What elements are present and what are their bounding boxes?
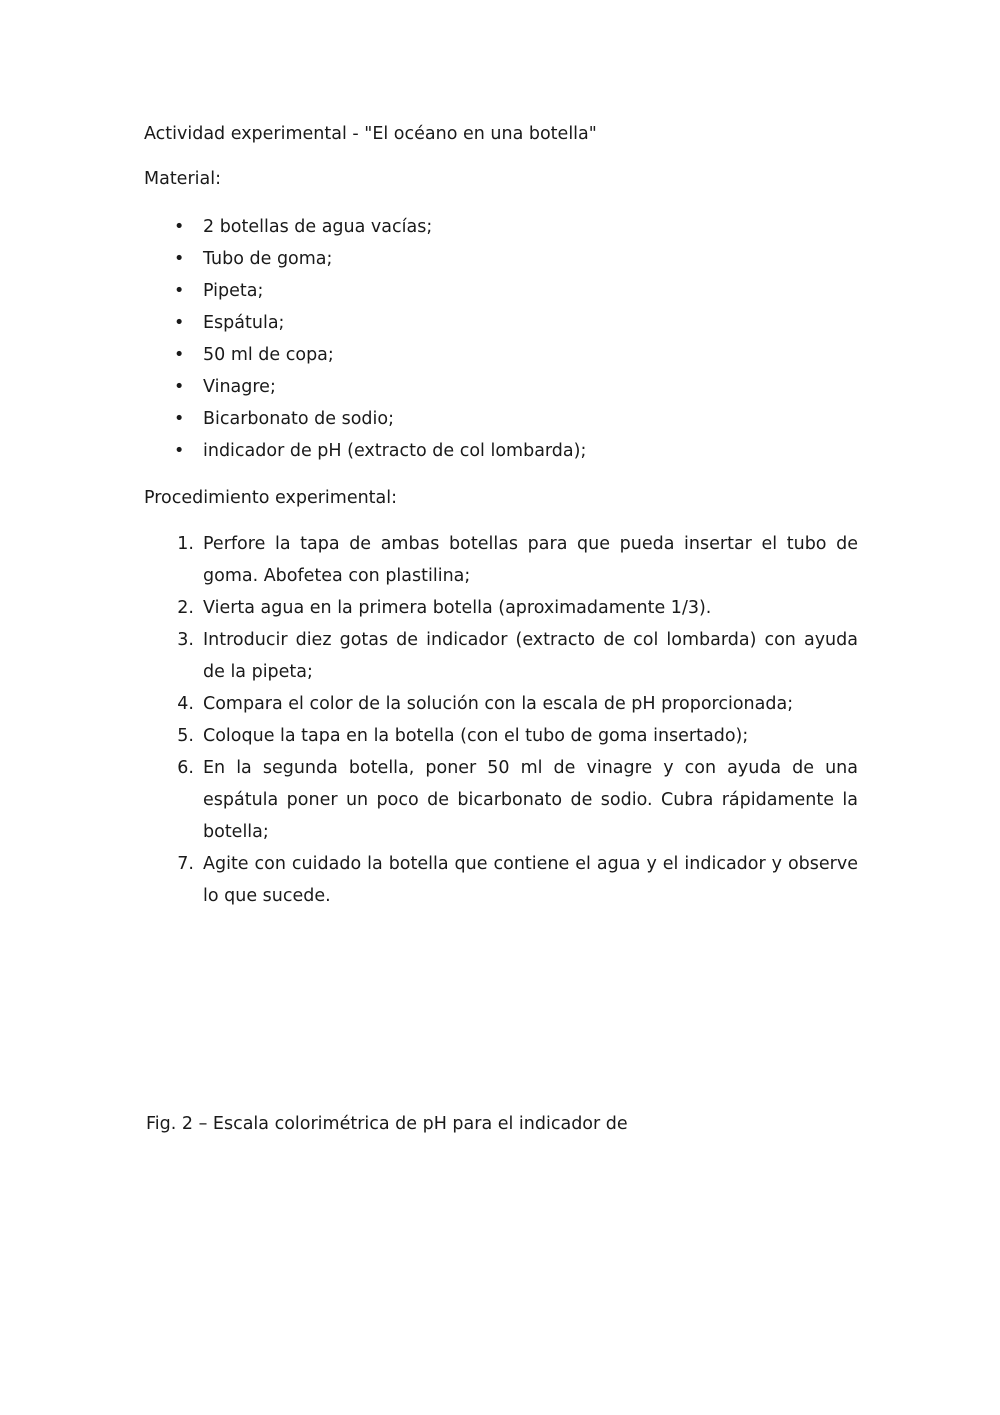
- bullet-icon: •: [174, 249, 185, 269]
- procedure-list: [144, 528, 858, 912]
- list-item-label: Agite con cuidado la botella que contiene el agua y el indicador y observe lo que sucede.: [203, 854, 858, 906]
- list-item: [144, 435, 858, 467]
- list-item: [144, 848, 858, 912]
- list-item: [144, 403, 858, 435]
- list-item: [144, 211, 858, 243]
- list-item-label: Vierta agua en la primera botella (aproximadamente 1/3).: [203, 598, 712, 618]
- list-item-label: Vinagre;: [203, 377, 276, 397]
- list-item: [144, 307, 858, 339]
- list-item-label: En la segunda botella, poner 50 ml de vinagre y con ayuda de una espátula poner un poco de bicarbonato de sodio. Cubra rápidamente la botella;: [203, 758, 858, 842]
- material-list: [144, 211, 858, 467]
- list-item-label: Espátula;: [203, 313, 285, 333]
- list-item: [144, 688, 858, 720]
- list-item: [144, 720, 858, 752]
- bullet-icon: •: [174, 281, 185, 301]
- spacer: [144, 467, 858, 482]
- material-heading: Material:: [144, 169, 221, 189]
- list-item-label: indicador de pH (extracto de col lombarda);: [203, 441, 587, 461]
- list-item-label: 2 botellas de agua vacías;: [203, 217, 433, 237]
- list-item: [144, 624, 858, 688]
- page-title: Actividad experimental - "El océano en una botella": [144, 124, 597, 144]
- list-item-label: Pipeta;: [203, 281, 264, 301]
- list-item: [144, 371, 858, 403]
- list-item-label: Tubo de goma;: [203, 249, 333, 269]
- bullet-icon: •: [174, 345, 185, 365]
- list-item-label: Bicarbonato de sodio;: [203, 409, 395, 429]
- list-item: [144, 592, 858, 624]
- bullet-icon: •: [174, 441, 185, 461]
- figure-caption: Fig. 2 – Escala colorimétrica de pH para el indicador de: [146, 1114, 628, 1134]
- list-item-label: 50 ml de copa;: [203, 345, 334, 365]
- spacer: [144, 195, 858, 211]
- bullet-icon: •: [174, 377, 185, 397]
- list-item-label: Introducir diez gotas de indicador (extracto de col lombarda) con ayuda de la pipeta;: [203, 630, 858, 682]
- document-body: [144, 118, 858, 912]
- spacer: [144, 514, 858, 528]
- bullet-icon: •: [174, 313, 185, 333]
- spacer: [144, 150, 858, 163]
- list-item: [144, 339, 858, 371]
- figure-placeholder: [146, 925, 858, 1095]
- list-item-label: Perfore la tapa de ambas botellas para que pueda insertar el tubo de goma. Abofetea con plastilina;: [203, 534, 858, 586]
- list-item-label: Coloque la tapa en la botella (con el tubo de goma insertado);: [203, 726, 749, 746]
- bullet-icon: •: [174, 217, 185, 237]
- list-item: [144, 528, 858, 592]
- list-item: [144, 752, 858, 848]
- list-item: [144, 275, 858, 307]
- list-item: [144, 243, 858, 275]
- procedure-heading: Procedimiento experimental:: [144, 488, 398, 508]
- bullet-icon: •: [174, 409, 185, 429]
- list-item-label: Compara el color de la solución con la escala de pH proporcionada;: [203, 694, 794, 714]
